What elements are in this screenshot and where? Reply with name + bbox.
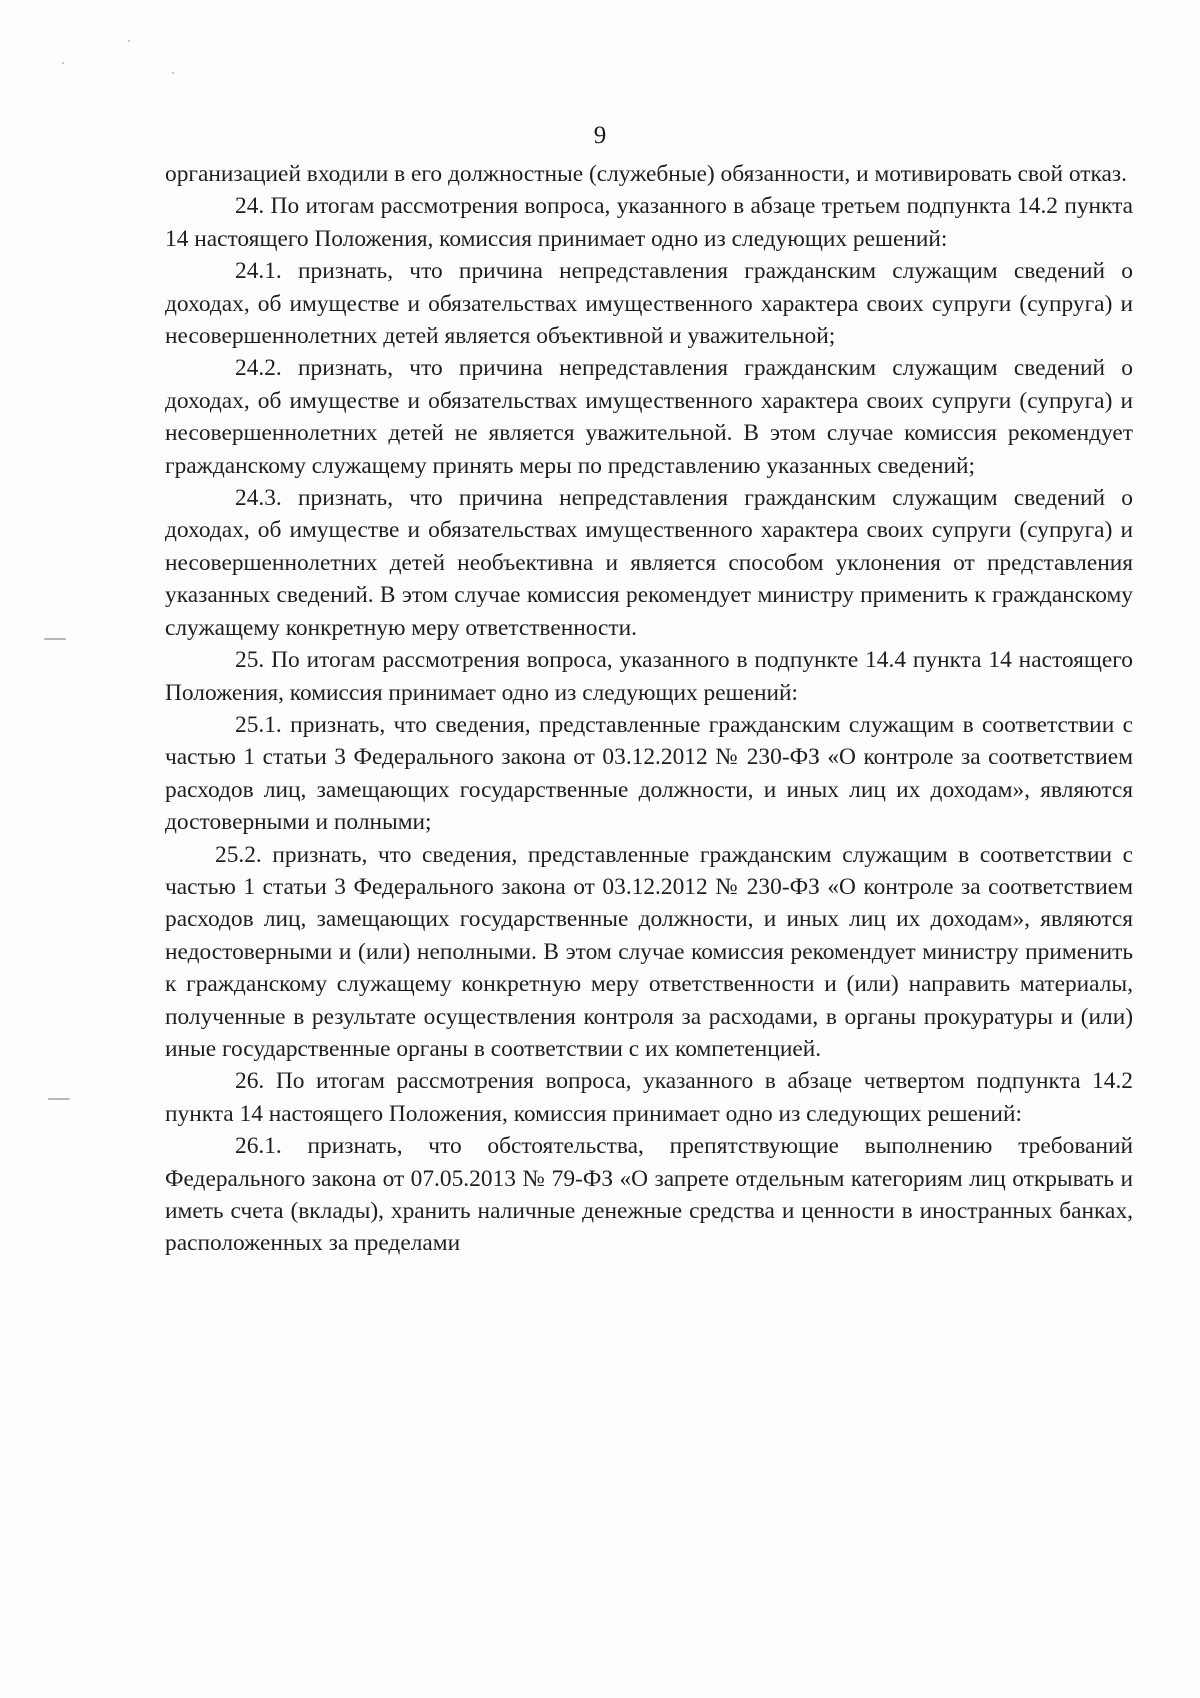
paragraph-25-1: 25.1. признать, что сведения, представленные гражданским служащим в соответствии с частью 1 статьи 3 Федерального закона от 03.12.2012 № 230-ФЗ «О контроле за соответствием расходов лиц, замещающих государственные должности, и иных лиц их доходам», являются достоверными и полными; — [165, 711, 1133, 836]
paragraph-24: 24. По итогам рассмотрения вопроса, указанного в абзаце третьем подпункта 14.2 пункта 14 настоящего Положения, комиссия принимает одно из следующих решений: — [165, 193, 1133, 252]
scan-speck — [62, 62, 64, 64]
paragraph-25-2: 25.2. признать, что сведения, представленные гражданским служащим в соответствии с частью 1 статьи 3 Федерального закона от 03.12.2012 № 230-ФЗ «О контроле за соответствием расходов лиц, замещающих государственные должности, и иных лиц их доходам», являются недостоверными и (или) неполными. В этом случае комиссия рекомендует министру применить к гражданскому служащему конкретную меру ответственности и (или) направить материалы, полученные в результате осуществления контроля за расходами, в органы прокуратуры и (или) иные государственные органы в соответствии с их компетенцией. — [165, 841, 1133, 1062]
scan-speck — [172, 72, 174, 74]
paragraph-24-1: 24.1. признать, что причина непредставления гражданским служащим сведений о доходах, об имуществе и обязательствах имущественного характера своих супруги (супруга) и несовершеннолетних детей является объективной и уважительной; — [165, 258, 1133, 350]
paragraph-24-3: 24.3. признать, что причина непредставления гражданским служащим сведений о доходах, об имуществе и обязательствах имущественного характера своих супруги (супруга) и несовершеннолетних детей необъективна и является способом уклонения от представления указанных сведений. В этом случае комиссия рекомендует министру применить к гражданскому служащему конкретную меру ответственности. — [165, 485, 1133, 641]
page-number: 9 — [593, 122, 607, 149]
paragraph-26: 26. По итогам рассмотрения вопроса, указанного в абзаце четвертом подпункта 14.2 пункта 14 настоящего Положения, комиссия принимает одно из следующих решений: — [165, 1068, 1133, 1127]
margin-mark — [44, 638, 66, 640]
paragraph-25: 25. По итогам рассмотрения вопроса, указанного в подпункте 14.4 пункта 14 настоящего Положения, комиссия принимает одно из следующих решений: — [165, 647, 1133, 706]
margin-mark — [48, 1098, 70, 1100]
paragraph-26-1: 26.1. признать, что обстоятельства, препятствующие выполнению требований Федерального закона от 07.05.2013 № 79-ФЗ «О запрете отдельным категориям лиц открывать и иметь счета (вклады), хранить наличные денежные средства и ценности в иностранных банках, расположенных за пределами — [165, 1133, 1133, 1257]
scan-speck — [128, 40, 130, 42]
document-body — [165, 158, 1133, 1260]
paragraph-24-2: 24.2. признать, что причина непредставления гражданским служащим сведений о доходах, об имуществе и обязательствах имущественного характера своих супруги (супруга) и несовершеннолетних детей не является уважительной. В этом случае комиссия рекомендует гражданскому служащему принять меры по представлению указанных сведений; — [165, 355, 1133, 479]
paragraph-continuation: организацией входили в его должностные (служебные) обязанности, и мотивировать свой отказ. — [165, 161, 1127, 187]
